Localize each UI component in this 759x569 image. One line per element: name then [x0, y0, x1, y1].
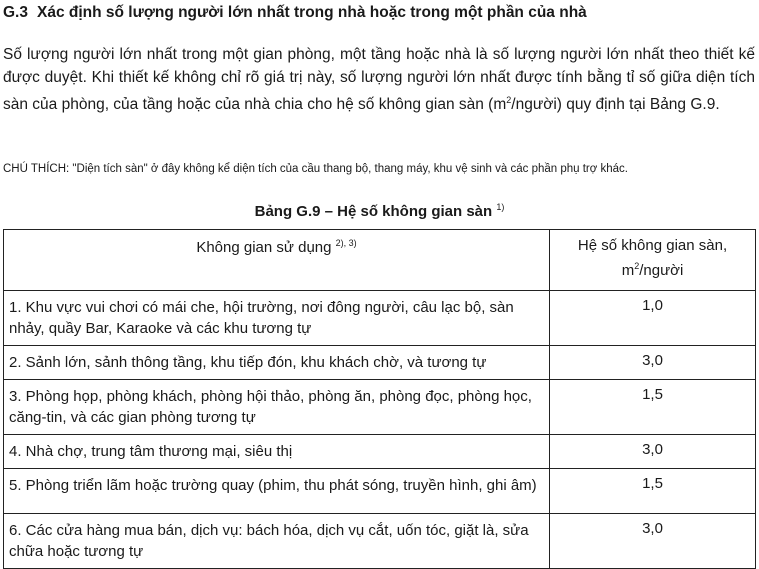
section-title: Xác định số lượng người lớn nhất trong nhà hoặc trong một phần của nhà	[37, 4, 587, 21]
cell-space: 3. Phòng họp, phòng khách, phòng hội thảo, phòng ăn, phòng đọc, phòng học, căng-tin, và các gian phòng tương tự	[4, 380, 550, 435]
cell-space: 6. Các cửa hàng mua bán, dịch vụ: bách hóa, dịch vụ cắt, uốn tóc, giặt là, sửa chữa hoặc tương tự	[4, 514, 550, 569]
header-unit-sup: 2	[634, 261, 640, 271]
table-caption	[0, 202, 759, 220]
header-unit-per: /người	[639, 262, 684, 279]
body-paragraph	[3, 43, 755, 116]
table-row	[4, 291, 756, 346]
note-text: CHÚ THÍCH: "Diện tích sàn" ở đây không kể diện tích của cầu thang bộ, thang máy, khu vệ sinh và các phần phụ trợ khác.	[3, 163, 628, 175]
table-row	[4, 469, 756, 514]
cell-coefficient: 1,5	[550, 469, 756, 514]
header-space-footnote: 2), 3)	[335, 238, 357, 248]
header-unit-m: m	[621, 262, 635, 279]
header-space	[4, 230, 550, 291]
cell-coefficient: 1,5	[550, 380, 756, 435]
header-coefficient	[550, 230, 756, 291]
table-header-row	[4, 230, 756, 291]
cell-space: 2. Sảnh lớn, sảnh thông tầng, khu tiếp đón, khu khách chờ, và tương tự	[4, 346, 550, 380]
table-row	[4, 380, 756, 435]
cell-space: 1. Khu vực vui chơi có mái che, hội trường, nơi đông người, câu lạc bộ, sàn nhảy, quầy Bar, Karaoke và các khu tương tự	[4, 291, 550, 346]
cell-space: 5. Phòng triển lãm hoặc trường quay (phim, thu phát sóng, truyền hình, ghi âm)	[4, 469, 550, 514]
table-row	[4, 346, 756, 380]
cell-coefficient: 3,0	[550, 435, 756, 469]
section-heading	[3, 4, 587, 22]
paragraph-text-2: /người) quy định tại Bảng G.9.	[511, 96, 720, 114]
header-space-label: Không gian sử dụng	[196, 239, 332, 256]
paragraph-text-1: Số lượng người lớn nhất trong một gian phòng, một tầng hoặc nhà là số lượng người lớn nhất theo thiết kế được duyệt. Khi thiết kế không chỉ rõ giá trị này, số lượng người lớn nhất được tính bằng tỉ số giữa diện tích sàn của phòng, của tầng hoặc của nhà chia cho hệ số không gian sàn (m	[3, 46, 755, 114]
cell-space: 4. Nhà chợ, trung tâm thương mại, siêu thị	[4, 435, 550, 469]
section-number: G.3	[3, 4, 28, 21]
floor-space-table	[3, 229, 756, 569]
cell-coefficient: 3,0	[550, 514, 756, 569]
table-caption-footnote: 1)	[496, 202, 505, 212]
paragraph-superscript: 2	[506, 95, 512, 105]
cell-coefficient: 1,0	[550, 291, 756, 346]
table-caption-text: Bảng G.9 – Hệ số không gian sàn	[254, 203, 493, 220]
table-row	[4, 514, 756, 569]
table-row	[4, 435, 756, 469]
cell-coefficient: 3,0	[550, 346, 756, 380]
header-coefficient-label: Hệ số không gian sàn,	[577, 237, 728, 254]
